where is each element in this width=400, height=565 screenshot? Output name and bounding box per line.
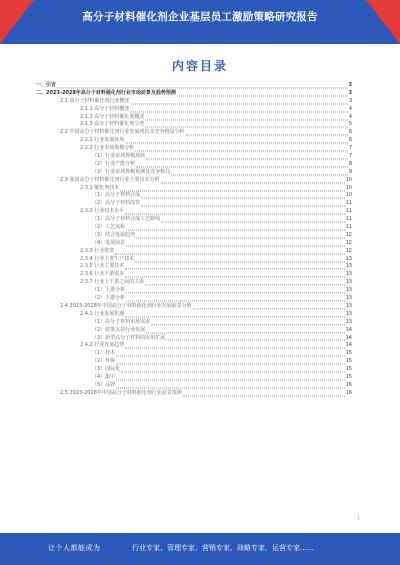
toc-leader-dots <box>166 339 344 341</box>
toc-leader-dots <box>125 142 348 144</box>
toc-entry-page: 15 <box>345 373 352 380</box>
toc-entry-label: 2.3.7 行业上下游之间的关系 <box>80 279 145 286</box>
toc-entry-page: 14 <box>345 326 352 333</box>
toc-entry-label: （3）新型高分子材料的应用扩展 <box>92 334 166 341</box>
toc-leader-dots <box>121 371 344 373</box>
toc-leader-dots <box>130 110 348 112</box>
toc-leader-dots <box>151 323 344 325</box>
toc-entry-label: 一、引言 <box>36 82 57 88</box>
toc-entry[interactable] <box>36 358 352 366</box>
toc-leader-dots <box>183 394 345 396</box>
toc-entry-page: 12 <box>345 239 352 246</box>
toc-leader-dots <box>115 252 344 254</box>
toc-entry[interactable] <box>36 366 352 374</box>
toc-entry[interactable] <box>36 216 352 224</box>
toc-leader-dots <box>126 299 344 301</box>
toc-leader-dots <box>116 355 344 357</box>
toc-entry[interactable] <box>36 137 352 145</box>
toc-entry-page: 4 <box>348 105 352 112</box>
toc-leader-dots <box>125 276 344 278</box>
toc-entry-page: 3 <box>348 97 352 104</box>
toc-heading: 内容目录 <box>171 59 228 73</box>
toc-leader-dots <box>125 347 344 349</box>
toc-entry-label: （3）行业市场规模预测及竞争格局 <box>92 168 171 175</box>
toc-entry-page: 15 <box>345 350 352 357</box>
toc-leader-dots <box>120 189 344 191</box>
toc-leader-dots <box>136 165 348 167</box>
toc-leader-dots <box>171 173 348 175</box>
toc-leader-dots <box>136 236 344 238</box>
toc-entry-label: （1）高分子材料合成 <box>92 192 141 199</box>
page-number: 1 <box>357 516 360 521</box>
toc-leader-dots <box>141 205 344 207</box>
toc-entry-page: 11 <box>345 208 352 215</box>
toc-leader-dots <box>141 197 344 199</box>
toc-entry[interactable] <box>36 303 352 311</box>
toc-entry-page: 11 <box>345 200 352 207</box>
toc-entry[interactable] <box>36 311 352 319</box>
toc-entry-page: 10 <box>345 184 352 191</box>
toc-entry-label: 2.3.1 催化剂技术 <box>80 184 120 191</box>
toc-leader-dots <box>146 331 344 333</box>
toc-entry-page: 3 <box>348 82 352 88</box>
toc-entry-label: （1）技术 <box>92 350 116 357</box>
toc-entry[interactable] <box>36 295 352 303</box>
toc-leader-dots <box>145 284 344 286</box>
toc-entry-page: 13 <box>345 302 352 309</box>
toc-entry[interactable] <box>36 90 352 98</box>
toc-entry-page: 6 <box>348 129 352 136</box>
toc-entry[interactable] <box>36 374 352 382</box>
toc-leader-dots <box>186 134 348 136</box>
toc-entry[interactable] <box>36 177 352 185</box>
toc-entry-label: （1）上游分析 <box>92 287 126 294</box>
toc-entry[interactable] <box>36 106 352 114</box>
toc-entry-label: （2）下游分析 <box>92 295 126 302</box>
toc-entry-page: 13 <box>345 287 352 294</box>
toc-entry-page: 7 <box>348 145 352 152</box>
toc-entry[interactable] <box>36 153 352 161</box>
toc-entry[interactable] <box>36 342 352 350</box>
toc-entry[interactable] <box>36 161 352 169</box>
toc-leader-dots <box>116 363 344 365</box>
toc-entry-label: 2.1.1 高分子材料概述 <box>80 105 130 112</box>
toc-leader-dots <box>125 315 344 317</box>
toc-leader-dots <box>145 118 347 120</box>
toc-entry-page: 3 <box>348 89 352 96</box>
toc-entry-label: （1）行业市场规模现状 <box>92 153 146 160</box>
toc-leader-dots <box>116 386 344 388</box>
toc-entry[interactable] <box>36 327 352 335</box>
toc-entry-page: 16 <box>345 389 352 396</box>
toc-leader-dots <box>126 244 344 246</box>
toc-entry-label: （2）政策支持行业发展 <box>92 326 146 333</box>
toc-entry-page: 13 <box>345 295 352 302</box>
toc-entry-label: （2）环保 <box>92 358 116 365</box>
toc-entry-page: 13 <box>345 310 352 317</box>
toc-leader-dots <box>125 268 344 270</box>
toc-entry[interactable] <box>36 240 352 248</box>
toc-entry-page: 14 <box>345 342 352 349</box>
toc-entry[interactable] <box>36 279 352 287</box>
toc-entry-label: （1）高分子材料合成工艺路线 <box>92 216 161 223</box>
toc-entry[interactable] <box>36 82 352 90</box>
footer-roles: 行业专家、管理专家、营销专家、战略专家、运营专家…… <box>132 544 314 552</box>
toc-entry-label: 2.2.1 行业发展环境 <box>80 137 125 144</box>
toc-entry[interactable] <box>36 390 352 398</box>
toc-entry-page: 11 <box>345 224 352 231</box>
toc-entry-label: 2.3.2 行业技术水平 <box>80 208 125 215</box>
toc-entry-page: 16 <box>345 381 352 388</box>
toc-entry-page: 12 <box>345 231 352 238</box>
toc-entry-label: （1）高分子材料市场需求 <box>92 318 151 325</box>
toc-entry-page: 10 <box>345 192 352 199</box>
toc-entry-label: 2.3.5 行业主要技术 <box>80 263 125 270</box>
toc-entry-page: 4 <box>348 113 352 120</box>
toc-leader-dots <box>193 307 345 309</box>
toc-entry-label: 2.3 我国高分子材料催化剂行业主要技术分析 <box>60 176 160 183</box>
toc-entry-page: 13 <box>345 318 352 325</box>
toc-entry-page: 13 <box>345 279 352 286</box>
toc-leader-dots <box>57 86 348 88</box>
toc-leader-dots <box>126 292 344 294</box>
toc-entry[interactable] <box>36 232 352 240</box>
toc-entry-label: 2.5 2023-2028年中国高分子材料催化剂行业前景预测 <box>60 389 182 396</box>
toc-leader-dots <box>145 126 347 128</box>
report-title: 高分子材料催化剂企业基层员工激励策略研究报告 <box>82 11 318 23</box>
toc-entry[interactable] <box>36 350 352 358</box>
toc-entry-page: 10 <box>345 176 352 183</box>
toc-entry-page: 11 <box>345 216 352 223</box>
toc-leader-dots <box>116 378 344 380</box>
toc-entry[interactable] <box>36 287 352 295</box>
toc-entry[interactable] <box>36 192 352 200</box>
footer-tagline: 让个人都能成为 <box>48 544 101 552</box>
toc-entry-page: 13 <box>345 255 352 262</box>
toc-entry-page: 7 <box>348 153 352 160</box>
toc-entry-label: 2.3.3 行业壁垒 <box>80 247 115 254</box>
toc-entry-page: 13 <box>345 271 352 278</box>
toc-leader-dots <box>161 181 345 183</box>
toc-entry-label: 2.1 高分子材料催化剂行业概述 <box>60 97 130 104</box>
toc-entry-label: 2.2.2 行业市场规模分析 <box>80 145 135 152</box>
toc-entry-label: 2.3.4 行业主要生产技术 <box>80 255 135 262</box>
toc-entry-label: （2）行业产能分析 <box>92 160 136 167</box>
toc-entry-label: 2.4.1 行业发展机遇 <box>80 310 125 317</box>
toc-entry[interactable] <box>36 319 352 327</box>
toc-entry-label: 2.4 2023-2028年中国高分子材料催化剂行业发展前景分析 <box>60 302 192 309</box>
toc-entry-label: 2.1.3 高分子材料催化剂分类 <box>80 121 145 128</box>
toc-entry-label: （3）国际化 <box>92 366 121 373</box>
toc-entry[interactable] <box>36 224 352 232</box>
toc-entry[interactable] <box>36 169 352 177</box>
toc-leader-dots <box>161 221 344 223</box>
toc-entry[interactable] <box>36 185 352 193</box>
toc-entry[interactable] <box>36 382 352 390</box>
toc-leader-dots <box>125 213 344 215</box>
toc-entry[interactable] <box>36 248 352 256</box>
toc-entry-label: 2.1.2 高分子材料催化剂概述 <box>80 113 145 120</box>
toc-leader-dots <box>135 150 348 152</box>
toc-leader-dots <box>126 228 344 230</box>
toc-entry-label: （5）品牌 <box>92 381 116 388</box>
toc-leader-dots <box>135 260 344 262</box>
report-header <box>0 0 400 44</box>
toc-entry-page: 8 <box>348 160 352 167</box>
toc-entry-page: 13 <box>345 263 352 270</box>
toc-entry-page: 14 <box>345 334 352 341</box>
toc-entry-page: 15 <box>345 366 352 373</box>
toc-entry-label: （2）高分子材料改性 <box>92 200 141 207</box>
toc-entry[interactable] <box>36 145 352 153</box>
toc-leader-dots <box>146 157 348 159</box>
toc-entry-label: （3）结合发展趋势 <box>92 231 136 238</box>
toc-entry-label: （4）发展前景 <box>92 239 126 246</box>
toc-entry-page: 12 <box>345 247 352 254</box>
toc-entry-label: 二、2023-2028年高分子材料催化剂行业市场前景及趋势预测 <box>36 89 176 96</box>
table-of-contents <box>36 82 352 398</box>
toc-entry-label: （2）工艺流程 <box>92 224 126 231</box>
toc-entry-label: 2.2 中国高分子材料催化剂行业发展现状及竞争格局分析 <box>60 129 185 136</box>
toc-entry[interactable] <box>36 208 352 216</box>
toc-entry[interactable] <box>36 98 352 106</box>
toc-entry-page: 9 <box>348 168 352 175</box>
toc-entry-page: 6 <box>348 137 352 144</box>
toc-entry-page: 5 <box>348 121 352 128</box>
toc-entry-label: 2.4.2 行业发展趋势 <box>80 342 125 349</box>
toc-entry-label: 2.3.6 行业下游需求 <box>80 271 125 278</box>
toc-entry-page: 15 <box>345 358 352 365</box>
footer-banner <box>0 533 400 565</box>
toc-leader-dots <box>177 94 348 96</box>
toc-leader-dots <box>131 102 348 104</box>
toc-entry-label: （4）集中 <box>92 373 116 380</box>
